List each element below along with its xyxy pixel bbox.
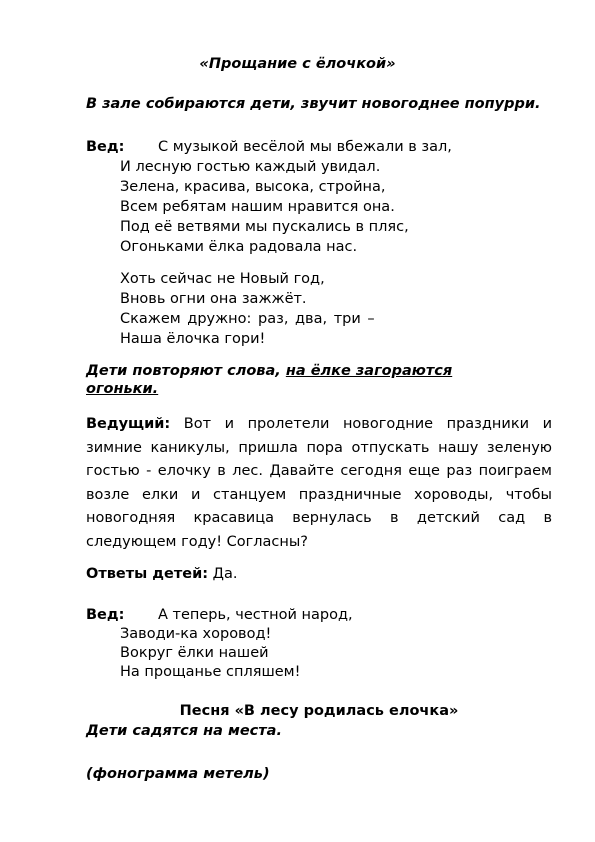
answers-speaker-label: Ответы детей: [86,566,209,582]
direction1-part2: на ёлке загораются [285,363,453,379]
verse2-line-1: А теперь, честной народ, [158,607,353,623]
direction1-part3: огоньки. [86,381,159,397]
stage-direction-2: Дети садятся на места. [86,723,282,739]
direction1-part1: Дети повторяют слова, [86,363,281,379]
speaker-label-1: Вед: [86,139,125,155]
verse1b-line-2: Вновь огни она зажжёт. [120,291,307,307]
stage-direction-3: (фонограмма метель) [86,766,270,782]
answers-paragraph [86,565,237,583]
verse1b-line-4: Наша ёлочка гори! [120,331,266,347]
verse1-line-4: Всем ребятам нашим нравится она. [120,199,395,215]
intro-direction: В зале собираются дети, звучит новогоднее попурри. [86,96,541,112]
verse1-line-6: Огоньками ёлка радовала нас. [120,239,358,255]
song-title: Песня «В лесу родилась елочка» [179,703,459,719]
verse2-line-3: Вокруг ёлки нашей [120,645,269,661]
verse1-line-5: Под её ветвями мы пускались в пляс, [120,219,409,235]
host-text: Вот и пролетели новогодние праздники и зимние каникулы, пришла пора отпускать нашу зеленую гостью - елочку в лес. Давайте сегодня еще раз поиграем возле елки и станцуем праздничные хороводы, чтобы новогодняя красавица вернулась в детский сад в следующем году! Согласны? [86,416,552,550]
host-paragraph [86,413,552,554]
document-title: «Прощание с ёлочкой» [199,56,396,72]
verse1b-line-3: Скажем дружно: раз, два, три – [120,311,375,327]
host-speaker-label: Ведущий: [86,416,171,432]
verse1-line-2: И лесную гостью каждый увидал. [120,159,381,175]
verse2-line-4: На прощанье спляшем! [120,664,301,680]
verse1-line-3: Зелена, красива, высока, стройна, [120,179,386,195]
verse1-line-1: С музыкой весёлой мы вбежали в зал, [158,139,452,155]
speaker-label-2: Вед: [86,607,125,623]
answers-text: Да. [212,566,238,582]
verse2-line-2: Заводи-ка хоровод! [120,626,272,642]
verse1b-line-1: Хоть сейчас не Новый год, [120,271,325,287]
stage-direction-1 [86,362,452,380]
